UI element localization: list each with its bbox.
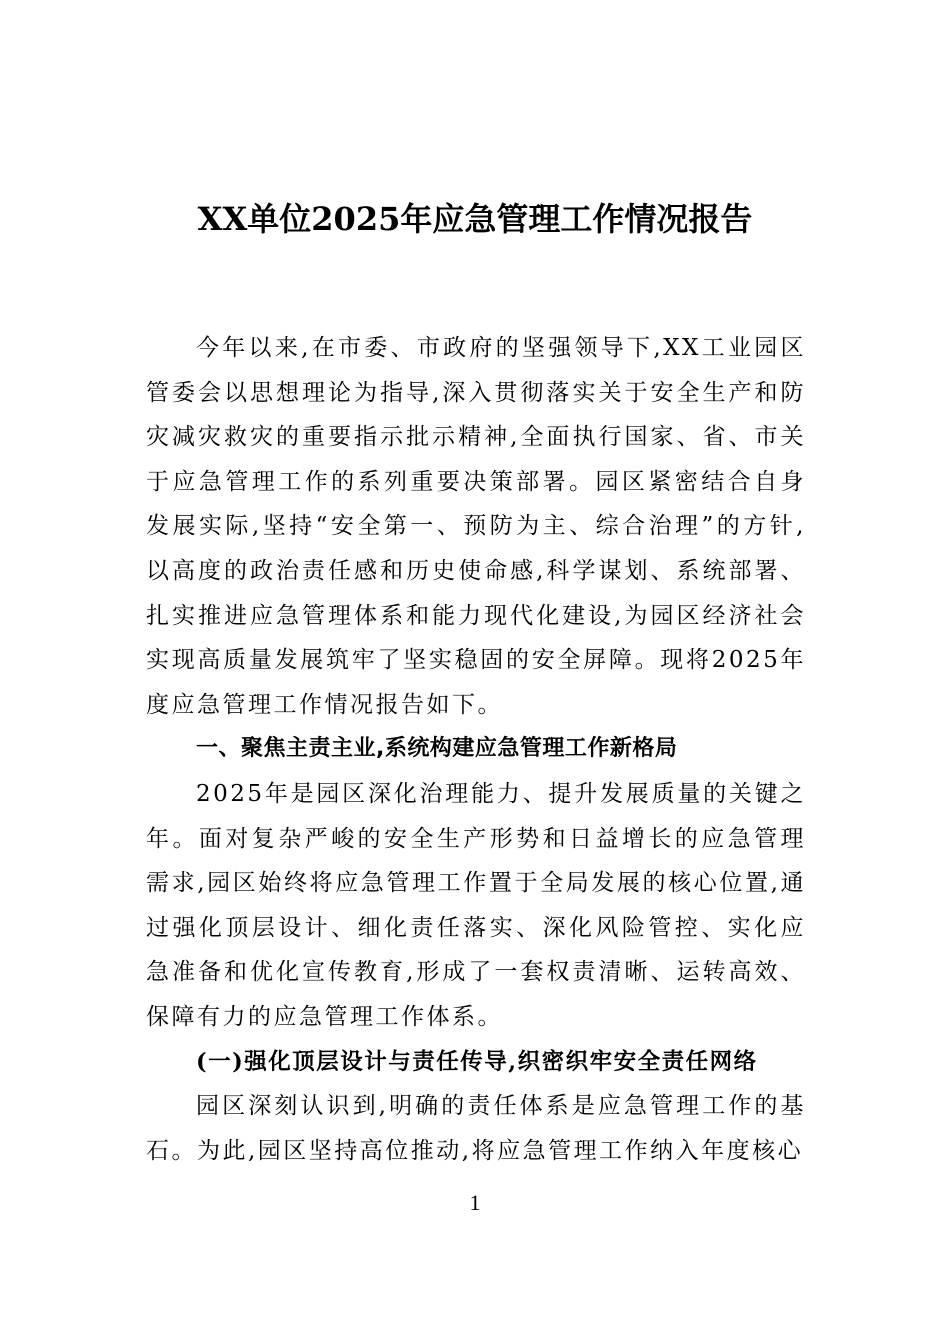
section-heading-1: 一、聚焦主责主业,系统构建应急管理工作新格局 xyxy=(196,736,678,762)
document-title: XX单位2025年应急管理工作情况报告 xyxy=(197,200,753,238)
subsection-1-paragraph: 园区深刻认识到,明确的责任体系是应急管理工作的基石。为此,园区坚持高位推动,将应急管理工作纳入年度核心 xyxy=(146,1093,806,1164)
section-1-paragraph: 2025年是园区深化治理能力、提升发展质量的关键之年。面对复杂严峻的安全生产形势和日益增长的应急管理需求,园区始终将应急管理工作置于全局发展的核心位置,通过强化顶层设计、细化责任落实、深化风险管控、实化应急准备和优化宣传教育,形成了一套权责清晰、运转高效、保障有力的应急管理工作体系。 xyxy=(146,780,806,1030)
document-body xyxy=(146,326,806,1173)
subsection-heading-1: (一)强化顶层设计与责任传导,织密织牢安全责任网络 xyxy=(196,1048,758,1075)
intro-paragraph: 今年以来,在市委、市政府的坚强领导下,XX工业园区管委会以思想理论为指导,深入贯彻落实关于安全生产和防灾减灾救灾的重要指示批示精神,全面执行国家、省、市关于应急管理工作的系列重要决策部署。园区紧密结合自身发展实际,坚持“安全第一、预防为主、综合治理”的方针,以高度的政治责任感和历史使命感,科学谋划、系统部署、扎实推进应急管理体系和能力现代化建设,为园区经济社会实现高质量发展筑牢了坚实稳固的安全屏障。现将2025年度应急管理工作情况报告如下。 xyxy=(146,335,806,718)
page-number: 1 xyxy=(469,1190,481,1215)
